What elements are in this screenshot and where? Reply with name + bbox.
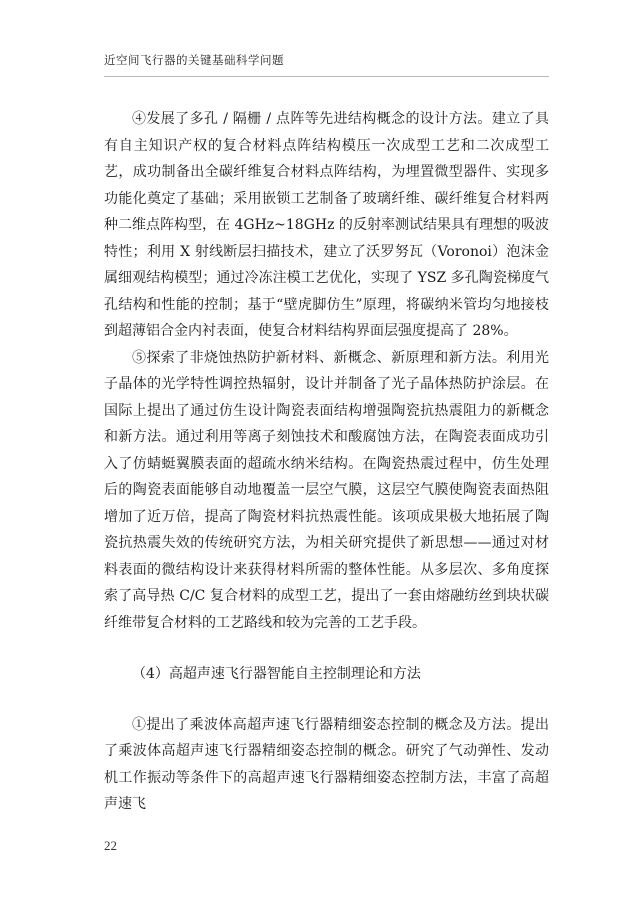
page-number: 22 <box>104 838 117 853</box>
page-body <box>104 106 549 818</box>
section-heading: （4）高超声速飞行器智能自主控制理论和方法 <box>132 666 421 682</box>
paragraph: ①提出了乘波体高超声速飞行器精细姿态控制的概念及方法。提出了乘波体高超声速飞行器精细姿态控制的概念。研究了气动弹性、发动机工作振动等条件下的高超声速飞行器精细姿态控制方法，丰富了高超声速飞 <box>104 716 549 812</box>
paragraph: ⑤探索了非烧蚀热防护新材料、新概念、新原理和新方法。利用光子晶体的光学特性调控热辐射，设计并制备了光子晶体热防护涂层。在国际上提出了通过仿生设计陶瓷表面结构增强陶瓷抗热震阻力的新概念和新方法。通过利用等离子刻蚀技术和酸腐蚀方法，在陶瓷表面成功引入了仿蜻蜓翼膜表面的超疏水纳米结构。在陶瓷热震过程中，仿生处理后的陶瓷表面能够自动地覆盖一层空气膜，这层空气膜使陶瓷表面热阻增加了近万倍，提高了陶瓷材料抗热震性能。该项成果极大地拓展了陶瓷抗热震失效的传统研究方法，为相关研究提供了新思想——通过对材料表面的微结构设计来获得材料所需的整体性能。从多层次、多角度探索了高导热 C/C 复合材料的成型工艺，提出了一套由熔融纺丝到块状碳纤维带复合材料的工艺路线和较为完善的工艺手段。 <box>104 349 549 631</box>
running-header: 近空间飞行器的关键基础科学问题 <box>104 53 284 67</box>
header-rule <box>104 76 549 77</box>
paragraph: ④发展了多孔 / 隔栅 / 点阵等先进结构概念的设计方法。建立了具有自主知识产权的复合材料点阵结构模压一次成型工艺和二次成型工艺，成功制备出全碳纤维复合材料点阵结构，为埋置微型器件、实现多功能化奠定了基础；采用嵌锁工艺制备了玻璃纤维、碳纤维复合材料两种二维点阵构型，在 4GHz~18GHz 的反射率测试结果具有理想的吸波特性；利用 X 射线断层扫描技术，建立了沃罗努瓦（Voronoi）泡沫金属细观结构模型；通过冷冻注模工艺优化，实现了 YSZ 多孔陶瓷梯度气孔结构和性能的控制；基于“壁虎脚仿生”原理，将碳纳米管均匀地接枝到超薄铝合金内衬表面，使复合材料结构界面层强度提高了 28%。 <box>104 111 549 339</box>
